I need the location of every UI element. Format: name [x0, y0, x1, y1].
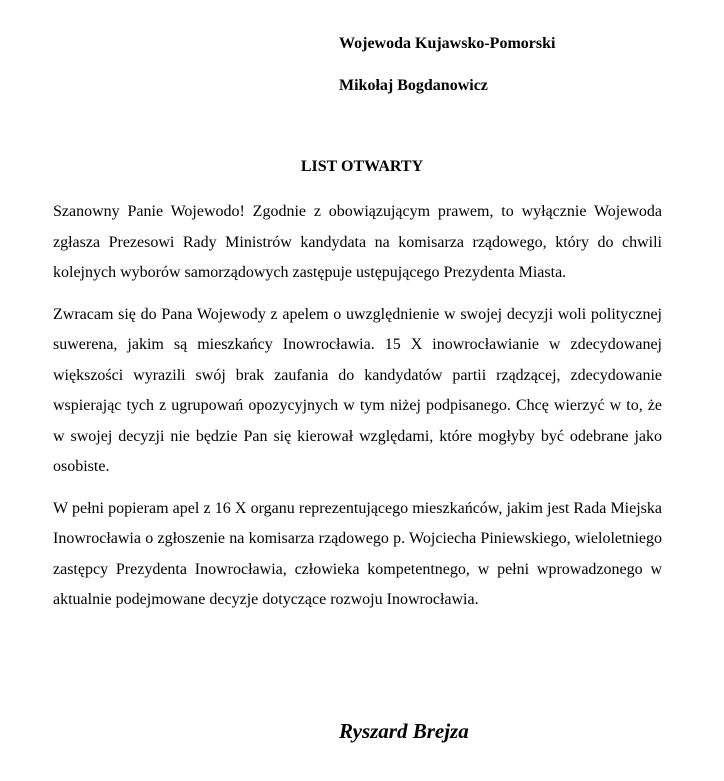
letter-body: [53, 197, 662, 627]
addressee-name: Mikołaj Bogdanowicz: [339, 77, 488, 94]
signature: Ryszard Brejza: [339, 719, 469, 743]
paragraph-2: Zwracam się do Pana Wojewody z apelem o uwzględnienie w swojej decyzji woli politycznej suwerena, jakim są mieszkańcy Inowrocławia. 15 X inowrocławianie w zdecydowanej większości wyrazili swój brak zaufania do kandydatów partii rządzącej, zdecydowanie wspierając tych z ugrupowań opozycyjnych w tym niżej podpisanego. Chcę wierzyć w to, że w swojej decyzji nie będzie Pan się kierował względami, które mogłyby być odebrane jako osobiste.: [53, 305, 662, 475]
paragraph-1: Szanowny Panie Wojewodo! Zgodnie z obowiązującym prawem, to wyłącznie Wojewoda zgłasza Prezesowi Rady Ministrów kandydata na komisarza rządowego, który do chwili kolejnych wyborów samorządowych zastępuje ustępującego Prezydenta Miasta.: [53, 203, 662, 281]
letter-title: LIST OTWARTY: [300, 158, 424, 175]
addressee-block: [339, 34, 555, 96]
paragraph-3: W pełni popieram apel z 16 X organu reprezentującego mieszkańców, jakim jest Rada Miejska Inowrocławia o zgłoszenie na komisarza rządowego p. Wojciecha Piniewskiego, wieloletniego zastępcy Prezydenta Inowrocławia, człowieka kompetentnego, w pełni wprowadzonego w aktualnie podejmowane decyzje dotyczące rozwoju Inowrocławia.: [53, 499, 662, 608]
addressee-title: Wojewoda Kujawsko-Pomorski: [339, 35, 556, 52]
